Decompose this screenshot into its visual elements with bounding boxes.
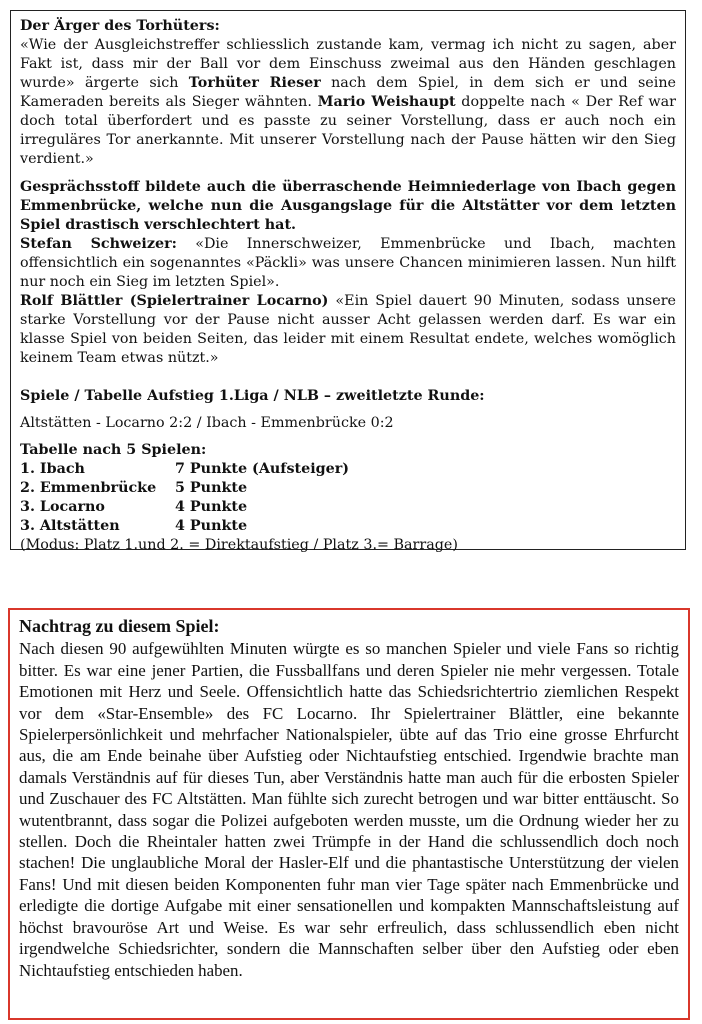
table-row-team: 3. Locarno bbox=[20, 499, 105, 515]
table-heading: Tabelle nach 5 Spielen: bbox=[20, 442, 207, 458]
table-row-points: 7 Punkte (Aufsteiger) bbox=[175, 461, 350, 477]
speaker-name: Torhüter Rieser bbox=[188, 75, 321, 91]
speaker-name: Rolf Blättler (Spielertrainer Locarno) bbox=[20, 293, 329, 309]
table-row-points: 5 Punkte bbox=[175, 480, 248, 496]
quote-text: «Die Innerschweizer, Emmenbrücke und Ibach, machten offensichtlich ein sogenanntes «Päckli» was unsere Chancen minimieren lassen. Nun hilft nur noch ein Sieg im letzten Spiel». bbox=[20, 236, 676, 290]
addendum-box bbox=[8, 608, 690, 1020]
paragraph-topic: Gesprächsstoff bildete auch die überraschende Heimniederlage von Ibach gegen Emmenbrücke, welche nun die Ausgangslage für die Altstätter vor dem letzten Spiel drastisch verschlechtert hat. bbox=[20, 179, 676, 233]
table-row-team: 2. Emmenbrücke bbox=[20, 480, 157, 496]
addendum-title: Nachtrag zu diesem Spiel: bbox=[19, 616, 220, 636]
quote-text: «Ein Spiel dauert 90 Minuten, sodass unsere starke Vorstellung vor der Pause nicht ausser Acht gelassen werden darf. Es war ein klasse Spiel von beiden Seiten, das leider mit einem Resultat endete, welches womöglich keinem Team etwas nützt.» bbox=[20, 293, 676, 366]
results-line: Altstätten - Locarno 2:2 / Ibach - Emmenbrücke 0:2 bbox=[20, 415, 394, 431]
table-row-team: 3. Altstätten bbox=[20, 518, 120, 534]
article-box bbox=[10, 10, 686, 553]
paragraph-blaettler-quote bbox=[20, 292, 676, 368]
speaker-name: Mario Weishaupt bbox=[317, 94, 456, 110]
modus-note: (Modus: Platz 1.und 2. = Direktaufstieg / Platz 3.= Barrage) bbox=[20, 537, 458, 553]
table-row-points: 4 Punkte bbox=[175, 499, 248, 515]
quote-text: doppelte nach « Der Ref war doch total überfordert und es passte zu seiner Vorstellung, dass er auch noch ein irreguläres Tor anerkannte. Mit unserer Vorstellung nach der Pause hätten wir den Sieg verdient.» bbox=[20, 94, 677, 167]
standings-table bbox=[20, 460, 676, 536]
quote-text: «Wie der Ausgleichstreffer schliesslich zustande kam, vermag ich nicht zu sagen, aber Fakt ist, dass mir der Ball vor dem Einschuss zweimal aus den Händen geschlagen wurde» ärgerte sich bbox=[20, 37, 676, 91]
addendum-text: Nach diesen 90 aufgewühlten Minuten würgte es so manchen Spieler und viele Fans so richtig bitter. Es war eine jener Partien, die Fussballfans und deren Spieler nie mehr vergessen. Totale Emotionen mit Herz und Seele. Offensichtlich hatte das Schiedsrichtertrio ziemlichen Respekt vor dem «Star-Ensemble» des FC Locarno. Ihr Spielertrainer Blättler, eine bekannte Spielerpersönlichkeit und mehrfacher Nationalspieler, übte auf das Trio eine grosse Ehrfurcht aus, die am Ende beinahe über Aufstieg oder Nichtaufstieg entschied. Irgendwie brachte man damals Verständnis auf für dieses Tun, aber Verständnis hatte man auch für die erbosten Spieler und Zuschauer des FC Altstätten. Man fühlte sich zurecht betrogen und war bitter enttäuscht. So wutentbrannt, dass sogar die Polizei aufgeboten werden musste, um die Ordnung wieder her zu stellen. Doch die Rheintaler hatten zwei Trümpfe in der Hand die schlussendlich doch noch stachen! Die unglaubliche Moral der Hasler-Elf und die phantastische Unterstützung der vielen Fans! Und mit diesen beiden Komponenten fuhr man vier Tage später nach Emmenbrücke und erledigte die dortige Aufgabe mit einer sensationellen und kompakten Mannschaftsleistung auf höchst bravouröse Art und Weise. Es war sehr erfreulich, dass schlussendlich eben nicht irgendwelche Schiedsrichter, sondern die Mannschaften selber über den Aufstieg oder eben Nichtaufstieg entschieden haben. bbox=[19, 639, 679, 980]
table-row-team: 1. Ibach bbox=[20, 461, 85, 477]
speaker-name: Stefan Schweizer: bbox=[20, 236, 177, 252]
paragraph-goalkeeper-quote bbox=[20, 36, 676, 169]
quote-text: nach dem Spiel, in dem sich er und seine Kameraden bereits als Sieger wähnten. bbox=[20, 75, 676, 110]
section-heading-goalkeeper: Der Ärger des Torhüters: bbox=[20, 18, 220, 34]
results-heading: Spiele / Tabelle Aufstieg 1.Liga / NLB – zweitletzte Runde: bbox=[20, 388, 485, 404]
table-row-points: 4 Punkte bbox=[175, 518, 248, 534]
paragraph-schweizer-quote bbox=[20, 235, 676, 292]
